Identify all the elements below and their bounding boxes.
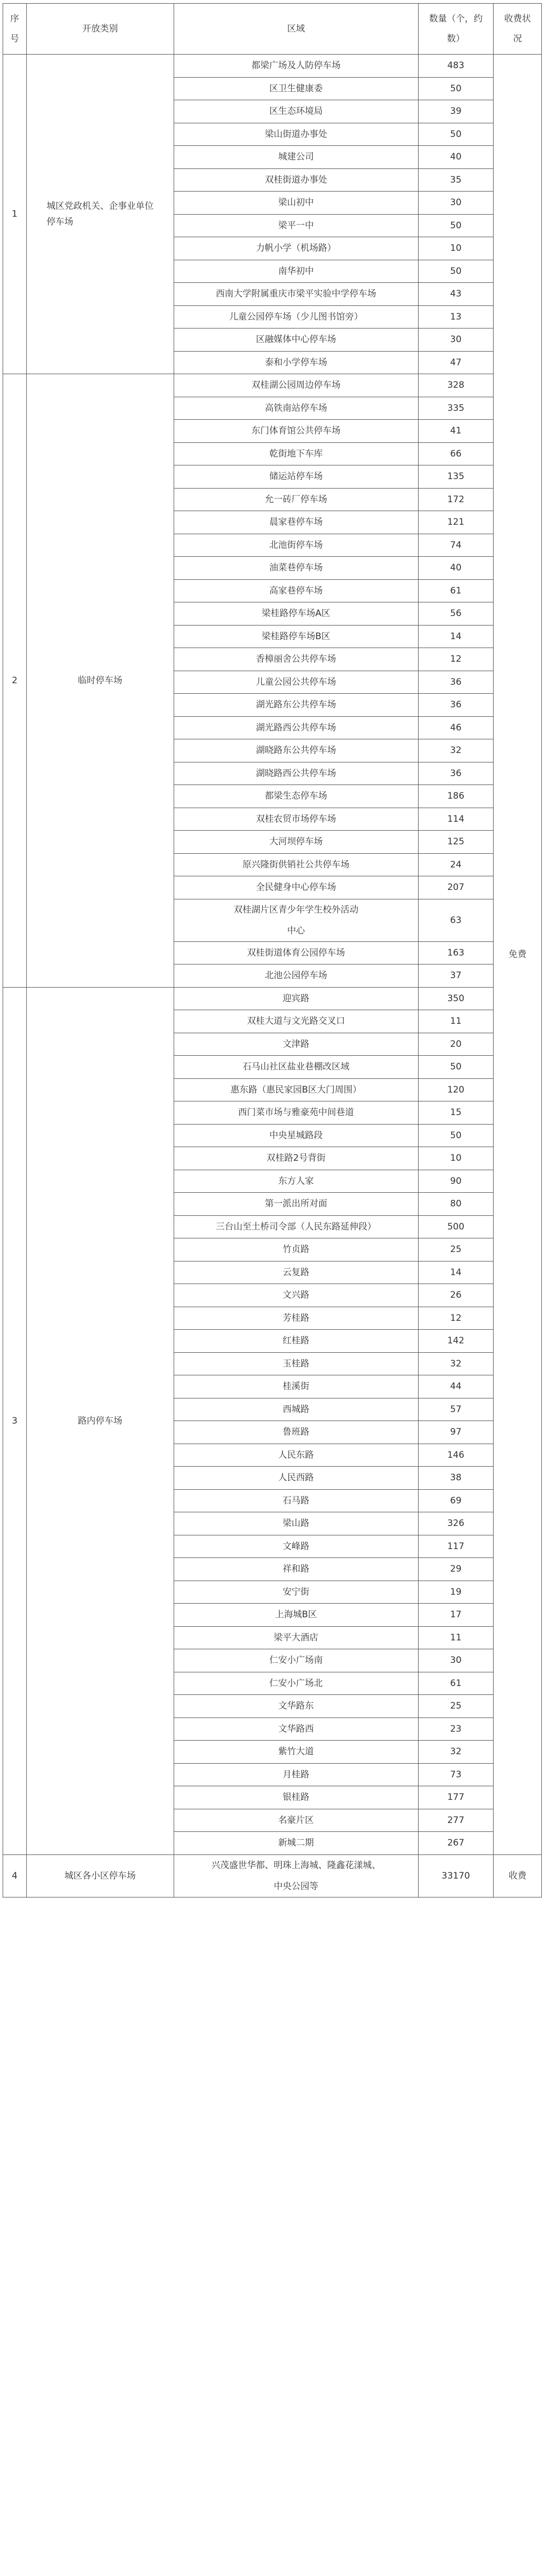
row-count: 32 bbox=[418, 1352, 493, 1375]
row-count: 44 bbox=[418, 1375, 493, 1398]
row-area: 中央星城路段 bbox=[174, 1124, 418, 1147]
header-index bbox=[3, 4, 27, 55]
row-area: 泰和小学停车场 bbox=[174, 351, 418, 374]
row-area: 人民东路 bbox=[174, 1444, 418, 1467]
row-count: 63 bbox=[418, 899, 493, 941]
row-area: 梁山初中 bbox=[174, 192, 418, 215]
row-count: 163 bbox=[418, 941, 493, 964]
row-count: 24 bbox=[418, 853, 493, 876]
row-area: 安宁街 bbox=[174, 1581, 418, 1604]
row-count: 26 bbox=[418, 1284, 493, 1307]
row-area: 高家巷停车场 bbox=[174, 579, 418, 602]
row-area: 都梁生态停车场 bbox=[174, 785, 418, 808]
row-area: 北池街停车场 bbox=[174, 534, 418, 557]
parking-table bbox=[3, 3, 542, 1897]
row-count: 135 bbox=[418, 465, 493, 489]
row-count: 11 bbox=[418, 1626, 493, 1649]
category-label: 临时停车场 bbox=[78, 675, 123, 686]
table-row bbox=[3, 55, 542, 78]
row-category bbox=[26, 1854, 174, 1897]
row-count: 483 bbox=[418, 55, 493, 78]
row-area: 双桂路2号背街 bbox=[174, 1147, 418, 1170]
row-area: 乾街地下车库 bbox=[174, 442, 418, 465]
row-area: 月桂路 bbox=[174, 1763, 418, 1786]
row-area: 南华初中 bbox=[174, 260, 418, 283]
header-category: 开放类别 bbox=[26, 4, 174, 55]
header-fee-line: 况 bbox=[513, 34, 522, 44]
row-area: 新城二期 bbox=[174, 1832, 418, 1855]
row-area: 梁平大酒店 bbox=[174, 1626, 418, 1649]
row-area: 区卫生健康委 bbox=[174, 77, 418, 100]
row-area: 北池公园停车场 bbox=[174, 964, 418, 988]
row-area: 西门菜市场与雅豪苑中间巷道 bbox=[174, 1101, 418, 1125]
row-count: 38 bbox=[418, 1467, 493, 1490]
row-area: 双桂街道办事处 bbox=[174, 168, 418, 192]
row-count: 30 bbox=[418, 192, 493, 215]
row-count: 13 bbox=[418, 305, 493, 328]
row-count: 207 bbox=[418, 876, 493, 899]
row-area: 全民健身中心停车场 bbox=[174, 876, 418, 899]
row-area: 城建公司 bbox=[174, 146, 418, 169]
row-area: 区融媒体中心停车场 bbox=[174, 328, 418, 352]
row-count: 50 bbox=[418, 1124, 493, 1147]
row-count: 177 bbox=[418, 1786, 493, 1809]
row-category bbox=[26, 987, 174, 1854]
row-count: 10 bbox=[418, 1147, 493, 1170]
row-area: 仁安小广场南 bbox=[174, 1649, 418, 1672]
header-count bbox=[418, 4, 493, 55]
row-index: 2 bbox=[3, 374, 27, 988]
row-count: 97 bbox=[418, 1421, 493, 1444]
row-area: 储运站停车场 bbox=[174, 465, 418, 489]
row-count: 120 bbox=[418, 1078, 493, 1101]
row-area: 湖光路西公共停车场 bbox=[174, 716, 418, 739]
row-area: 文峰路 bbox=[174, 1535, 418, 1558]
row-area: 紫竹大道 bbox=[174, 1741, 418, 1764]
header-fee bbox=[494, 4, 542, 55]
row-area: 文华路西 bbox=[174, 1718, 418, 1741]
category-label: 路内停车场 bbox=[78, 1415, 123, 1426]
row-area: 仁安小广场北 bbox=[174, 1672, 418, 1695]
header-row bbox=[3, 4, 542, 55]
row-area: 文兴路 bbox=[174, 1284, 418, 1307]
row-count: 36 bbox=[418, 694, 493, 717]
row-area: 玉桂路 bbox=[174, 1352, 418, 1375]
row-area bbox=[174, 1854, 418, 1897]
row-count: 267 bbox=[418, 1832, 493, 1855]
header-index-line: 序 bbox=[10, 14, 19, 24]
row-count: 350 bbox=[418, 987, 493, 1010]
row-count: 15 bbox=[418, 1101, 493, 1125]
row-count: 61 bbox=[418, 579, 493, 602]
row-count: 142 bbox=[418, 1330, 493, 1353]
row-area: 双桂大道与文光路交叉口 bbox=[174, 1010, 418, 1033]
row-category bbox=[26, 55, 174, 374]
row-count: 69 bbox=[418, 1489, 493, 1512]
row-area: 儿童公园停车场（少儿图书馆旁） bbox=[174, 305, 418, 328]
table-body bbox=[3, 4, 542, 1897]
row-area: 第一派出所对面 bbox=[174, 1193, 418, 1216]
row-area: 大河坝停车场 bbox=[174, 831, 418, 854]
row-count: 50 bbox=[418, 260, 493, 283]
fee-status-paid: 收费 bbox=[494, 1854, 542, 1897]
row-count: 277 bbox=[418, 1809, 493, 1832]
header-area: 区域 bbox=[174, 4, 418, 55]
row-count: 14 bbox=[418, 1261, 493, 1284]
row-index: 3 bbox=[3, 987, 27, 1854]
row-count: 50 bbox=[418, 77, 493, 100]
row-area: 双桂农贸市场停车场 bbox=[174, 808, 418, 831]
row-count: 10 bbox=[418, 237, 493, 260]
row-count: 50 bbox=[418, 1056, 493, 1079]
row-count: 50 bbox=[418, 123, 493, 146]
row-count: 73 bbox=[418, 1763, 493, 1786]
header-count-line: 数） bbox=[446, 34, 465, 44]
row-area: 梁山路 bbox=[174, 1512, 418, 1535]
row-count: 500 bbox=[418, 1215, 493, 1238]
row-count: 186 bbox=[418, 785, 493, 808]
area-line: 兴茂盛世华都、明珠上海城、隆鑫花漾城、 bbox=[211, 1860, 381, 1871]
row-area: 晨家巷停车场 bbox=[174, 511, 418, 534]
area-line: 中央公园等 bbox=[273, 1881, 318, 1892]
row-count: 146 bbox=[418, 1444, 493, 1467]
row-count: 50 bbox=[418, 214, 493, 237]
row-area: 西南大学附属重庆市梁平实验中学停车场 bbox=[174, 283, 418, 306]
row-area: 桂溪街 bbox=[174, 1375, 418, 1398]
row-area: 儿童公园公共停车场 bbox=[174, 671, 418, 694]
row-count: 47 bbox=[418, 351, 493, 374]
row-count: 35 bbox=[418, 168, 493, 192]
row-area: 高铁南站停车场 bbox=[174, 397, 418, 420]
area-line: 中心 bbox=[287, 925, 305, 936]
row-area: 湖晓路西公共停车场 bbox=[174, 762, 418, 785]
row-count: 30 bbox=[418, 328, 493, 352]
row-area: 西城路 bbox=[174, 1398, 418, 1421]
row-count: 12 bbox=[418, 1307, 493, 1330]
row-count: 80 bbox=[418, 1193, 493, 1216]
category-label: 城区各小区停车场 bbox=[64, 1870, 136, 1881]
row-count: 11 bbox=[418, 1010, 493, 1033]
row-count: 40 bbox=[418, 146, 493, 169]
row-area: 迎宾路 bbox=[174, 987, 418, 1010]
row-index: 1 bbox=[3, 55, 27, 374]
row-count: 32 bbox=[418, 739, 493, 762]
row-count: 172 bbox=[418, 488, 493, 511]
row-count: 33170 bbox=[418, 1854, 493, 1897]
row-count: 121 bbox=[418, 511, 493, 534]
row-area: 名豪片区 bbox=[174, 1809, 418, 1832]
row-area: 允一砖厂停车场 bbox=[174, 488, 418, 511]
row-area: 都梁广场及人防停车场 bbox=[174, 55, 418, 78]
row-area: 东方人家 bbox=[174, 1170, 418, 1193]
row-area: 红桂路 bbox=[174, 1330, 418, 1353]
row-index: 4 bbox=[3, 1854, 27, 1897]
row-area: 石马路 bbox=[174, 1489, 418, 1512]
row-area: 文华路东 bbox=[174, 1695, 418, 1718]
row-count: 74 bbox=[418, 534, 493, 557]
row-count: 57 bbox=[418, 1398, 493, 1421]
table-row bbox=[3, 374, 542, 397]
row-area: 区生态环境局 bbox=[174, 100, 418, 123]
header-index-line: 号 bbox=[10, 34, 19, 44]
row-area: 鲁班路 bbox=[174, 1421, 418, 1444]
row-area: 湖晓路东公共停车场 bbox=[174, 739, 418, 762]
row-count: 36 bbox=[418, 762, 493, 785]
row-area: 梁桂路停车场B区 bbox=[174, 625, 418, 648]
row-count: 56 bbox=[418, 602, 493, 626]
row-area: 芳桂路 bbox=[174, 1307, 418, 1330]
row-area: 祥和路 bbox=[174, 1558, 418, 1581]
row-count: 43 bbox=[418, 283, 493, 306]
row-count: 37 bbox=[418, 964, 493, 988]
table-row bbox=[3, 1854, 542, 1897]
row-count: 36 bbox=[418, 671, 493, 694]
row-count: 61 bbox=[418, 1672, 493, 1695]
row-area: 原兴隆街供销社公共停车场 bbox=[174, 853, 418, 876]
row-area: 银桂路 bbox=[174, 1786, 418, 1809]
row-count: 19 bbox=[418, 1581, 493, 1604]
row-area: 竹贞路 bbox=[174, 1238, 418, 1262]
row-area: 惠东路（惠民家园B区大门周围） bbox=[174, 1078, 418, 1101]
row-area: 上海城B区 bbox=[174, 1604, 418, 1627]
row-area: 梁平一中 bbox=[174, 214, 418, 237]
row-area: 梁桂路停车场A区 bbox=[174, 602, 418, 626]
fee-status-free: 免费 bbox=[494, 55, 542, 1855]
row-count: 335 bbox=[418, 397, 493, 420]
row-count: 114 bbox=[418, 808, 493, 831]
row-count: 29 bbox=[418, 1558, 493, 1581]
row-count: 25 bbox=[418, 1238, 493, 1262]
row-count: 40 bbox=[418, 557, 493, 580]
area-line: 双桂湖片区青少年学生校外活动 bbox=[233, 904, 359, 915]
category-label: 城区党政机关、企事业单位 bbox=[46, 201, 154, 211]
row-area: 香樟丽舍公共停车场 bbox=[174, 648, 418, 671]
row-count: 125 bbox=[418, 831, 493, 854]
row-area: 云复路 bbox=[174, 1261, 418, 1284]
row-count: 32 bbox=[418, 1741, 493, 1764]
table-row bbox=[3, 987, 542, 1010]
row-count: 90 bbox=[418, 1170, 493, 1193]
row-count: 328 bbox=[418, 374, 493, 397]
row-count: 39 bbox=[418, 100, 493, 123]
row-area: 双桂湖公园周边停车场 bbox=[174, 374, 418, 397]
row-count: 326 bbox=[418, 1512, 493, 1535]
row-count: 41 bbox=[418, 420, 493, 443]
row-count: 30 bbox=[418, 1649, 493, 1672]
header-fee-line: 收费状 bbox=[504, 14, 531, 24]
row-area: 三台山至土桥司令部（人民东路延伸段） bbox=[174, 1215, 418, 1238]
row-area: 力帆小学（机场路） bbox=[174, 237, 418, 260]
row-area: 文津路 bbox=[174, 1033, 418, 1056]
row-category bbox=[26, 374, 174, 988]
row-area: 湖光路东公共停车场 bbox=[174, 694, 418, 717]
row-area: 梁山街道办事处 bbox=[174, 123, 418, 146]
row-count: 46 bbox=[418, 716, 493, 739]
row-area: 东门体育馆公共停车场 bbox=[174, 420, 418, 443]
row-area: 人民西路 bbox=[174, 1467, 418, 1490]
category-label: 停车场 bbox=[46, 217, 73, 227]
row-count: 117 bbox=[418, 1535, 493, 1558]
header-count-line: 数量（个，约 bbox=[429, 14, 483, 24]
row-area: 双桂街道体育公园停车场 bbox=[174, 941, 418, 964]
row-area: 油菜巷停车场 bbox=[174, 557, 418, 580]
row-count: 17 bbox=[418, 1604, 493, 1627]
row-count: 12 bbox=[418, 648, 493, 671]
row-count: 20 bbox=[418, 1033, 493, 1056]
row-count: 23 bbox=[418, 1718, 493, 1741]
row-area bbox=[174, 899, 418, 941]
row-count: 66 bbox=[418, 442, 493, 465]
row-count: 25 bbox=[418, 1695, 493, 1718]
row-area: 石马山社区盐业巷棚改区域 bbox=[174, 1056, 418, 1079]
row-count: 14 bbox=[418, 625, 493, 648]
